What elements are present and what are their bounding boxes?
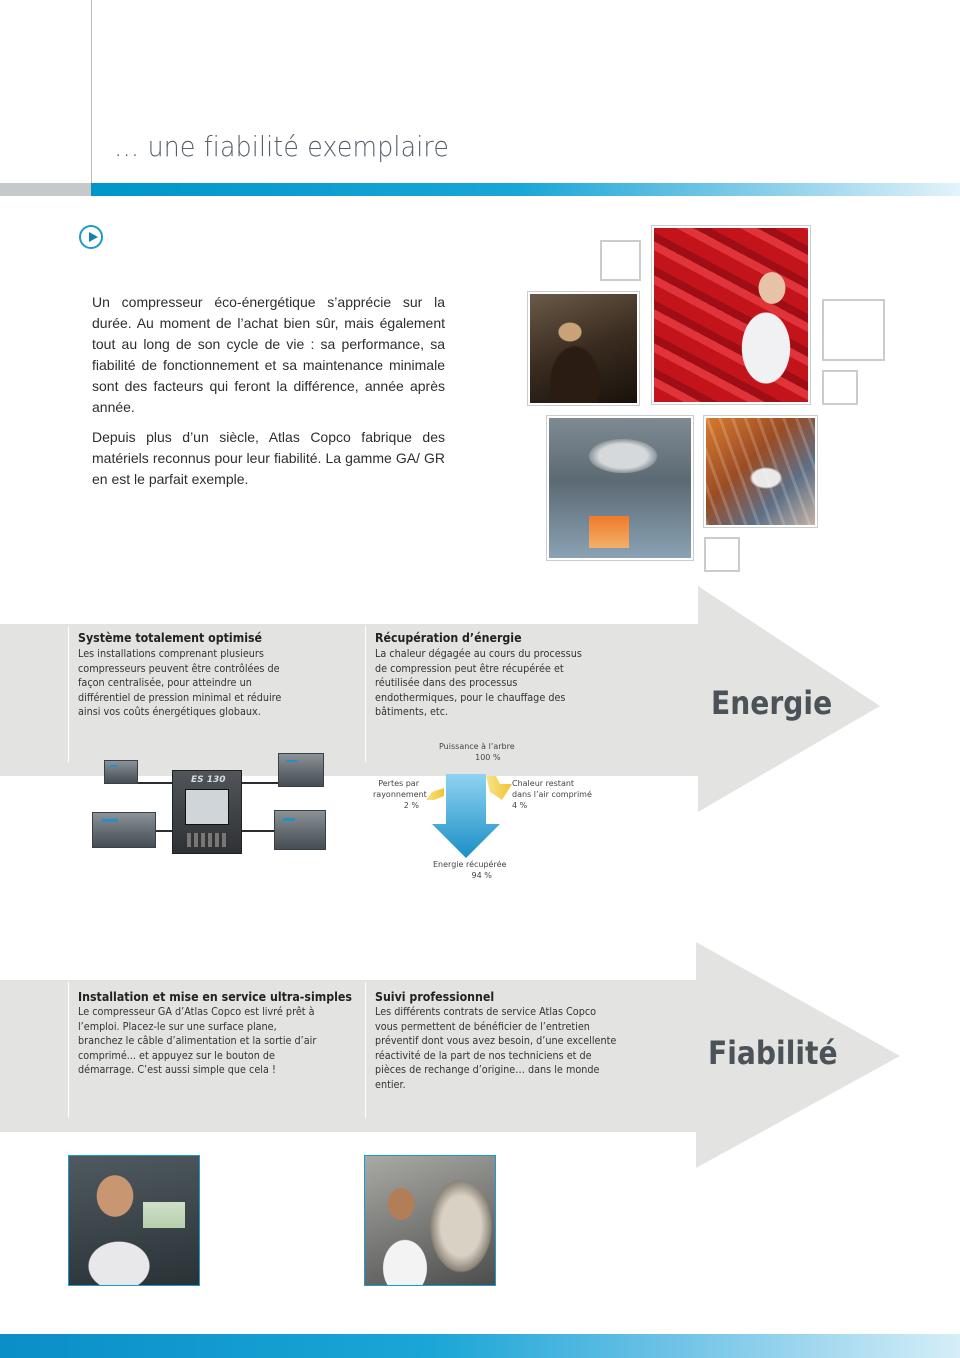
reliability-left-title: Installation et mise en service ultra-simples xyxy=(78,990,352,1004)
diagram-left-loss-label-2: rayonnement xyxy=(373,790,427,799)
energy-right-text: La chaleur dégagée au cours du processus de compression peut être récupérée et réutilisée dans des processus endothermiques, pour le chauffage des bâtiments, etc. xyxy=(375,648,582,719)
diagram-left-loss-value: 2 % xyxy=(403,801,419,810)
es130-controller xyxy=(172,770,242,854)
compressor-unit xyxy=(104,760,138,784)
energy-right-title: Récupération d’énergie xyxy=(375,631,522,645)
cable xyxy=(155,830,173,832)
energy-divider-left xyxy=(68,626,69,762)
energy-left-text: Les installations comprenant plusieurs compresseurs peuvent être contrôlées de façon centralisée, pour atteindre un différentiel de pression minimal et réduire ainsi vos coûts énergétiques globaux. xyxy=(78,648,282,719)
intro-paragraph-1: Un compresseur éco-énergétique s’apprécie sur la durée. Au moment de l’achat bien sûr, mais également tout au long de son cycle de vie : sa performance, sa fiabilité de fonctionnement et sa maintenance minimale sont des facteurs qui feront la différence, année après année. xyxy=(92,294,445,415)
controller-keypad xyxy=(187,833,227,847)
compressor-unit xyxy=(274,810,326,850)
vertical-rule xyxy=(91,0,92,190)
reliability-left-text: Le compresseur GA d’Atlas Copco est livré prêt à l’emploi. Placez-le sur une surface plane, branchez le câble d’alimentation et la sortie d’air comprimé... et appuyez sur le bouton de démarrage. C’est aussi simple que cela ! xyxy=(78,1006,317,1077)
controller-screen xyxy=(185,789,229,825)
compressor-unit xyxy=(278,753,324,787)
intro-text xyxy=(92,292,445,490)
reliability-right-title: Suivi professionnel xyxy=(375,990,495,1004)
diagram-output-label: Energie récupérée xyxy=(433,860,507,869)
decorative-frame xyxy=(704,537,740,572)
photo-technician-service xyxy=(364,1155,496,1286)
reliability-divider-left xyxy=(68,982,69,1118)
energy-band-label: Energie xyxy=(711,684,833,722)
decorative-frame xyxy=(822,299,885,361)
energy-left-title: Système totalement optimisé xyxy=(78,631,263,645)
cable xyxy=(240,830,276,832)
diagram-input-label: Puissance à l’arbre xyxy=(439,742,515,751)
diagram-output xyxy=(433,859,506,881)
diagram-right-loss-label-1: Chaleur restant xyxy=(512,779,575,788)
diagram-right-loss-label-2: dans l’air comprimé xyxy=(512,790,592,799)
decorative-frame xyxy=(822,370,858,405)
energy-divider-mid xyxy=(365,626,366,762)
diagram-right-loss-value: 4 % xyxy=(512,801,528,810)
controller-label: ES 130 xyxy=(191,775,226,785)
diagram-left-loss-label-1: Pertes par xyxy=(378,779,419,788)
photo-technician-controller xyxy=(68,1155,200,1286)
reliability-right-text: Les différents contrats de service Atlas Copco vous permettent de bénéficier de l’entretien préventif dont vous avez besoin, d’une excellente réactivité de la part de nos techniciens et de pièces de rechange d’origine… dans le monde entier. xyxy=(375,1006,617,1091)
intro-paragraph-2: Depuis plus d’un siècle, Atlas Copco fabrique des matériels reconnus pour leur fiabilité. La gamme GA/ GR en est le parfait exemple. xyxy=(92,429,445,487)
decorative-frame xyxy=(600,240,641,281)
reliability-divider-mid xyxy=(365,982,366,1118)
diagram-input-value: 100 % xyxy=(475,753,501,762)
reliability-band-label: Fiabilité xyxy=(708,1034,838,1072)
compressor-unit xyxy=(92,812,156,848)
diagram-input xyxy=(439,741,515,763)
cable xyxy=(240,782,280,784)
diagram-left-loss xyxy=(373,778,427,811)
play-icon[interactable] xyxy=(79,225,103,249)
cable xyxy=(138,782,174,784)
photo-worker xyxy=(528,292,639,405)
page-title: … une fiabilité exemplaire xyxy=(114,130,450,163)
photo-factory xyxy=(704,416,817,527)
footer-bar xyxy=(0,1334,960,1358)
diagram-output-value: 94 % xyxy=(471,871,492,880)
title-underline-bar xyxy=(0,183,960,196)
photo-engineer xyxy=(652,226,810,404)
photo-machining xyxy=(547,416,693,560)
diagram-right-loss xyxy=(512,778,592,811)
